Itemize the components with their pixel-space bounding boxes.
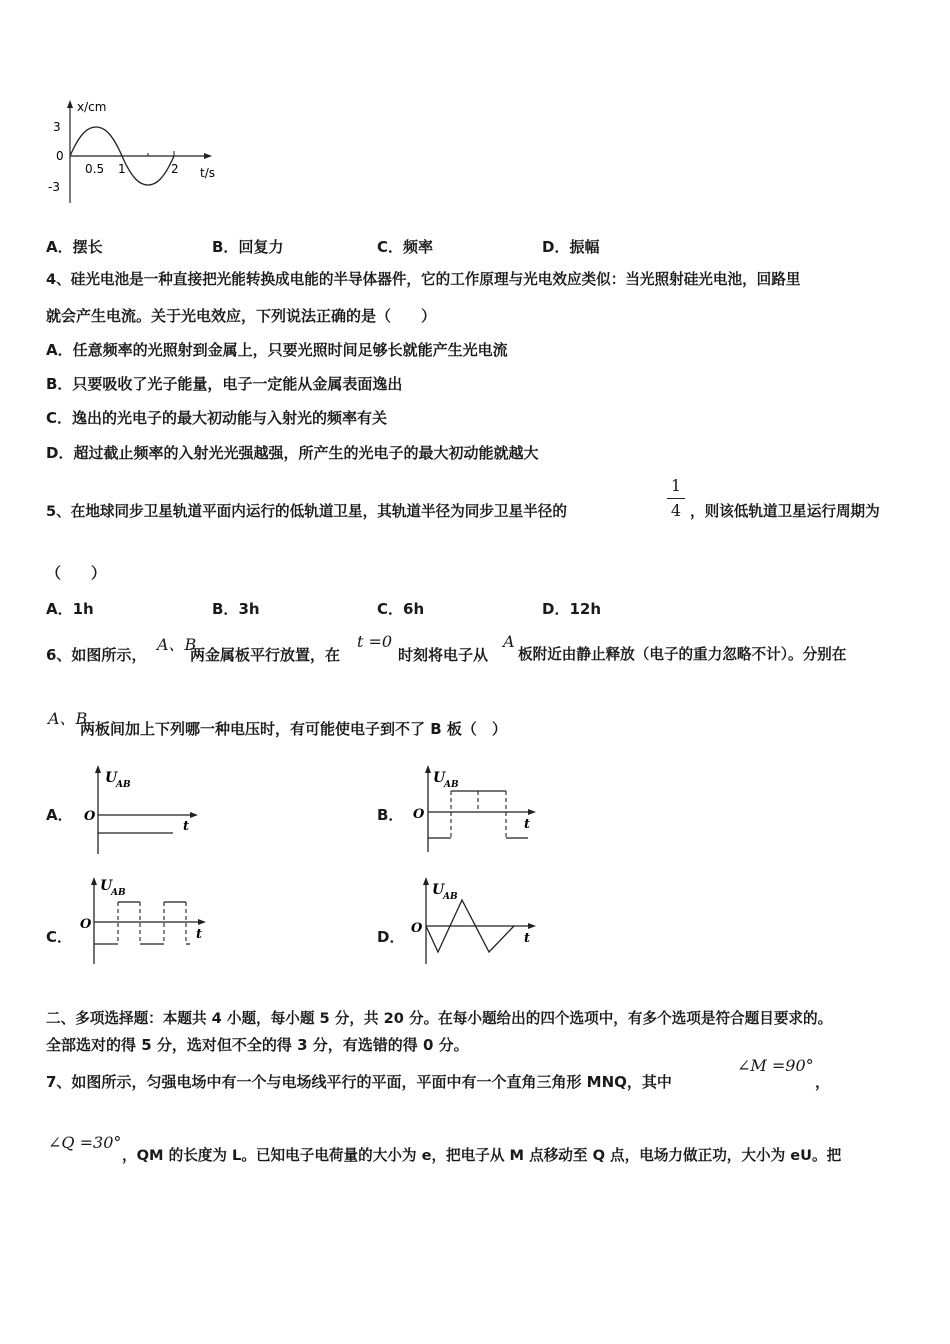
- option-letter: C．: [377, 238, 404, 256]
- q6-text-d: 两板间加上下列哪一种电压时，有可能使电子到不了 B 板（ ）: [80, 720, 507, 738]
- option-letter: D．: [542, 238, 570, 256]
- x-tick-label: 0.5: [85, 162, 105, 176]
- q3-option-a[interactable]: [46, 236, 103, 257]
- graph-origin: O: [413, 807, 425, 822]
- q5-stem-before: 5、在地球同步卫星轨道平面内运行的低轨道卫星，其轨道半径为同步卫星半径的: [46, 503, 567, 520]
- q7-math-m: ∠M =90°: [737, 1056, 814, 1075]
- q3-option-d[interactable]: [542, 236, 599, 257]
- option-letter: C．: [377, 600, 404, 618]
- q7-comma: ，: [815, 1073, 831, 1091]
- graph-axis-y-label: U: [432, 882, 445, 898]
- graph-axis-y-label: U: [433, 770, 446, 786]
- voltage-dashes: [451, 791, 506, 838]
- graph-axis-y-sub: AB: [111, 888, 126, 898]
- option-text: 频率: [403, 238, 434, 256]
- graph-a[interactable]: [78, 762, 208, 857]
- option-letter: D．: [542, 600, 570, 618]
- y-axis-arrow: [67, 100, 73, 108]
- option-letter: B．: [212, 238, 239, 256]
- y-tick-label: 3: [53, 120, 61, 134]
- option-text: 12h: [569, 600, 602, 618]
- q4-option-b[interactable]: B．只要吸收了光子能量，电子一定能从金属表面逸出: [46, 375, 403, 393]
- option-text: 摆长: [72, 238, 103, 256]
- q6-text-b: 时刻将电子从: [398, 646, 489, 664]
- q5-option-b[interactable]: [212, 598, 260, 619]
- graph-axis-y-label: U: [105, 770, 118, 786]
- graph-x-arrow: [190, 812, 198, 818]
- q4-option-d[interactable]: D．超过截止频率的入射光光强越强，所产生的光电子的最大初动能就越大: [46, 444, 539, 462]
- fraction-bar: [667, 498, 685, 499]
- q6-num: 6、如图所示，: [46, 646, 147, 664]
- graph-x-arrow: [198, 919, 206, 925]
- q7-stem1: 7、如图所示，匀强电场中有一个与电场线平行的平面，平面中有一个直角三角形 MNQ，其中: [46, 1073, 672, 1091]
- graph-axis-y-sub: AB: [444, 780, 459, 790]
- option-text: 3h: [238, 600, 260, 618]
- option-letter: A．: [46, 238, 73, 256]
- fraction-denominator: 4: [670, 501, 682, 520]
- graph-origin: O: [80, 917, 92, 932]
- oscillation-graph: [40, 95, 230, 210]
- x-tick-label: 2: [171, 162, 179, 176]
- q4-option-a[interactable]: A．任意频率的光照射到金属上，只要光照时间足够长就能产生光电流: [46, 341, 508, 359]
- q6-option-a[interactable]: A．: [46, 806, 73, 824]
- graph-axis-y-sub: AB: [443, 892, 458, 902]
- y-axis-label: x/cm: [77, 100, 107, 114]
- fraction-numerator: 1: [670, 476, 682, 495]
- graph-y-arrow: [91, 877, 97, 885]
- q7-stem2: ，QM 的长度为 L。已知电子电荷量的大小为 e，把电子从 M 点移动至 Q 点，电场力做正功，大小为 eU。把: [122, 1147, 842, 1164]
- q3-option-c[interactable]: [377, 236, 433, 257]
- q6-math-t0: t =0: [357, 632, 393, 651]
- graph-axis-y-sub: AB: [116, 780, 131, 790]
- graph-d[interactable]: [408, 874, 543, 969]
- q4-stem-line2: 就会产生电流。关于光电效应，下列说法正确的是（ ）: [46, 307, 437, 325]
- graph-axis-x-label: t: [183, 819, 190, 834]
- graph-c[interactable]: [78, 874, 213, 969]
- q7-math-q: ∠Q =30°: [48, 1133, 122, 1152]
- graph-x-arrow: [528, 809, 536, 815]
- section2-line2: 全部选对的得 5 分，选对但不全的得 3 分，有选错的得 0 分。: [46, 1036, 469, 1054]
- option-text: 1h: [72, 600, 94, 618]
- q4-stem-line1: 4、硅光电池是一种直接把光能转换成电能的半导体器件，它的工作原理与光电效应类似：当光照射硅光电池，回路里: [46, 271, 801, 288]
- y-tick-label: 0: [56, 149, 64, 163]
- x-axis-arrow: [204, 153, 212, 159]
- graph-b[interactable]: [408, 762, 543, 857]
- graph-y-arrow: [423, 877, 429, 885]
- graph-x-arrow: [528, 923, 536, 929]
- q6-math-a: A: [503, 632, 515, 651]
- graph-origin: O: [84, 809, 96, 824]
- q6-text-a: 两金属板平行放置，在: [190, 646, 341, 664]
- q5-paren: （ ）: [46, 564, 107, 582]
- graph-axis-y-label: U: [100, 878, 113, 894]
- option-letter: B．: [212, 600, 239, 618]
- voltage-line: [94, 902, 190, 944]
- q6-math-ab: A、B: [157, 635, 197, 654]
- voltage-dashes: [118, 902, 186, 944]
- q6-option-c[interactable]: C．: [46, 928, 73, 946]
- q5-option-a[interactable]: [46, 598, 94, 619]
- q5-option-d[interactable]: [542, 598, 601, 619]
- q5-stem-after: ，则该低轨道卫星运行周期为: [690, 503, 880, 520]
- graph-axis-x-label: t: [524, 817, 531, 832]
- section2-line1: 二、多项选择题：本题共 4 小题，每小题 5 分，共 20 分。在每小题给出的四个选项中，有多个选项是符合题目要求的。: [46, 1010, 833, 1027]
- q5-option-c[interactable]: [377, 598, 424, 619]
- graph-axis-x-label: t: [524, 931, 531, 946]
- q4-option-c[interactable]: C．逸出的光电子的最大初动能与入射光的频率有关: [46, 409, 388, 427]
- q3-option-b[interactable]: [212, 236, 283, 257]
- option-letter: A．: [46, 600, 73, 618]
- q6-option-b[interactable]: B．: [377, 806, 404, 824]
- q6-option-d[interactable]: D．: [377, 928, 405, 946]
- q6-math-ab2: A、B: [48, 709, 88, 728]
- option-text: 振幅: [569, 238, 600, 256]
- graph-origin: O: [411, 921, 423, 936]
- graph-y-arrow: [95, 765, 101, 773]
- option-text: 回复力: [238, 238, 284, 256]
- q5-fraction: [667, 476, 685, 521]
- graph-axis-x-label: t: [196, 927, 203, 942]
- x-axis-label: t/s: [200, 166, 215, 180]
- y-tick-label: -3: [48, 180, 60, 194]
- q6-text-c: 板附近由静止释放（电子的重力忽略不计）。分别在: [518, 646, 847, 663]
- graph-y-arrow: [425, 765, 431, 773]
- x-tick-label: 1: [118, 162, 126, 176]
- option-text: 6h: [403, 600, 425, 618]
